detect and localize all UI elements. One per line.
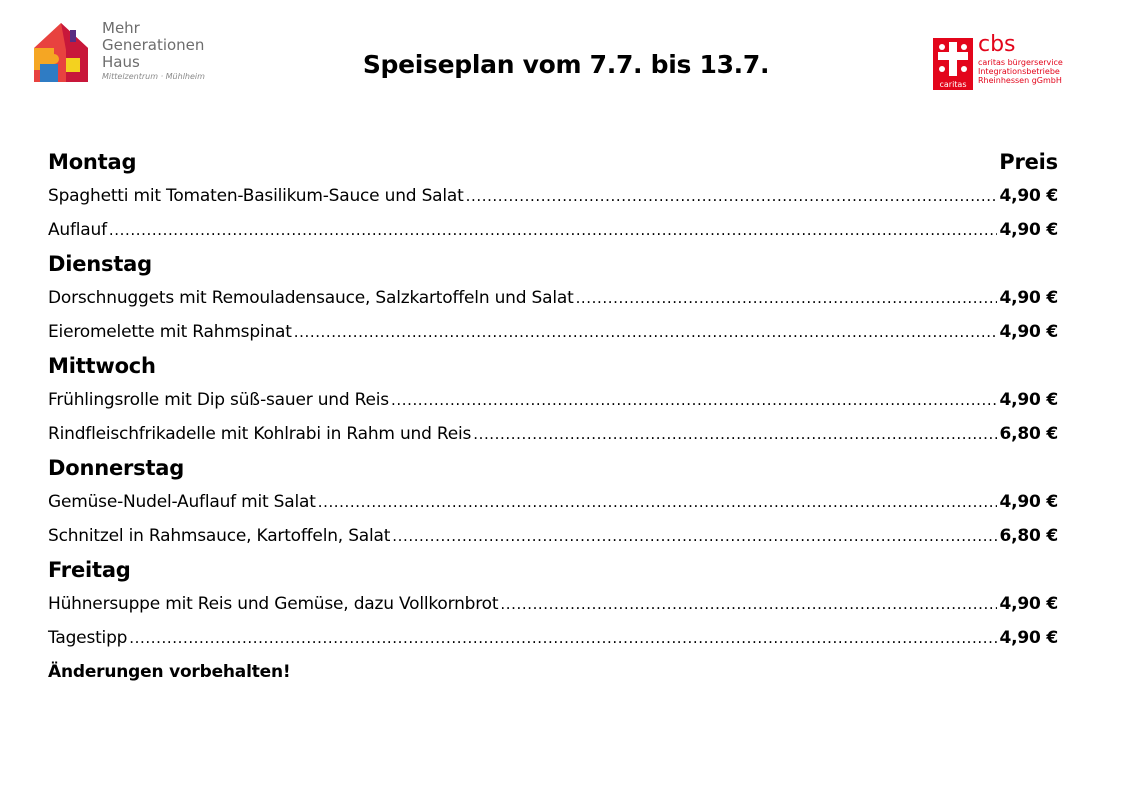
- day-heading: Freitag: [48, 558, 131, 582]
- cbs-line-1: caritas bürgerservice: [978, 58, 1063, 67]
- day-heading: Montag: [48, 150, 137, 174]
- dish-name: Dorschnuggets mit Remouladensauce, Salzkartoffeln und Salat: [48, 288, 574, 308]
- dish-name: Eieromelette mit Rahmspinat: [48, 322, 292, 342]
- dot-leader: [576, 281, 997, 315]
- dot-leader: [294, 315, 997, 349]
- day-heading: Donnerstag: [48, 456, 185, 480]
- caritas-cross-icon: [933, 38, 973, 90]
- dish-price: 4,90 €: [999, 492, 1058, 512]
- dish-name: Auflauf: [48, 220, 107, 240]
- dish-name: Gemüse-Nudel-Auflauf mit Salat: [48, 492, 316, 512]
- dish-price: 6,80 €: [999, 424, 1058, 444]
- dish-name: Frühlingsrolle mit Dip süß-sauer und Reis: [48, 390, 389, 410]
- dot-leader: [392, 519, 996, 553]
- dish-price: 4,90 €: [999, 594, 1058, 614]
- page-title: Speiseplan vom 7.7. bis 13.7.: [362, 50, 770, 79]
- cbs-line-2: Integrationsbetriebe: [978, 67, 1060, 76]
- menu-item: [48, 281, 1058, 315]
- dot-leader: [500, 587, 996, 621]
- dish-price: 4,90 €: [999, 628, 1058, 648]
- menu-item: [48, 519, 1058, 553]
- menu-item: [48, 417, 1058, 451]
- dot-leader: [318, 485, 997, 519]
- logo-line-generationen: Generationen: [102, 36, 205, 54]
- day-heading: Dienstag: [48, 252, 152, 276]
- dot-leader: [109, 213, 997, 247]
- dish-price: 4,90 €: [999, 322, 1058, 342]
- menu-item: [48, 485, 1058, 519]
- dish-price: 6,80 €: [999, 526, 1058, 546]
- menu-item: [48, 587, 1058, 621]
- day-heading: Mittwoch: [48, 354, 156, 378]
- dot-leader: [466, 179, 997, 213]
- dish-name: Spaghetti mit Tomaten-Basilikum-Sauce und Salat: [48, 186, 464, 206]
- dish-name: Tagestipp: [48, 628, 128, 648]
- menu-item: [48, 383, 1058, 417]
- logo-subline: Mittelzentrum · Mühlheim: [102, 72, 205, 81]
- logo-line-mehr: Mehr: [102, 19, 140, 37]
- logo-line-haus: Haus: [102, 53, 140, 71]
- dot-leader: [129, 621, 996, 655]
- menu-item: [48, 213, 1058, 247]
- dish-price: 4,90 €: [999, 186, 1058, 206]
- price-column-header: Preis: [999, 150, 1058, 174]
- dot-leader: [473, 417, 996, 451]
- menu-item: [48, 621, 1058, 655]
- disclaimer-note: Änderungen vorbehalten!: [48, 662, 291, 682]
- dish-name: Schnitzel in Rahmsauce, Kartoffeln, Salat: [48, 526, 391, 546]
- cbs-brand: cbs: [978, 32, 1016, 57]
- dish-name: Rindfleischfrikadelle mit Kohlrabi in Rahm und Reis: [48, 424, 472, 444]
- caritas-cbs-logo: [933, 32, 1073, 92]
- svg-text:caritas: caritas: [939, 80, 967, 89]
- dot-leader: [391, 383, 997, 417]
- dish-price: 4,90 €: [999, 288, 1058, 308]
- cbs-line-3: Rheinhessen gGmbH: [978, 76, 1062, 85]
- dish-price: 4,90 €: [999, 220, 1058, 240]
- day-header-row: [48, 145, 1058, 179]
- dish-price: 4,90 €: [999, 390, 1058, 410]
- menu-item: [48, 315, 1058, 349]
- menu-item: [48, 179, 1058, 213]
- dish-name: Hühnersuppe mit Reis und Gemüse, dazu Vollkornbrot: [48, 594, 499, 614]
- menu-list: [48, 145, 1058, 689]
